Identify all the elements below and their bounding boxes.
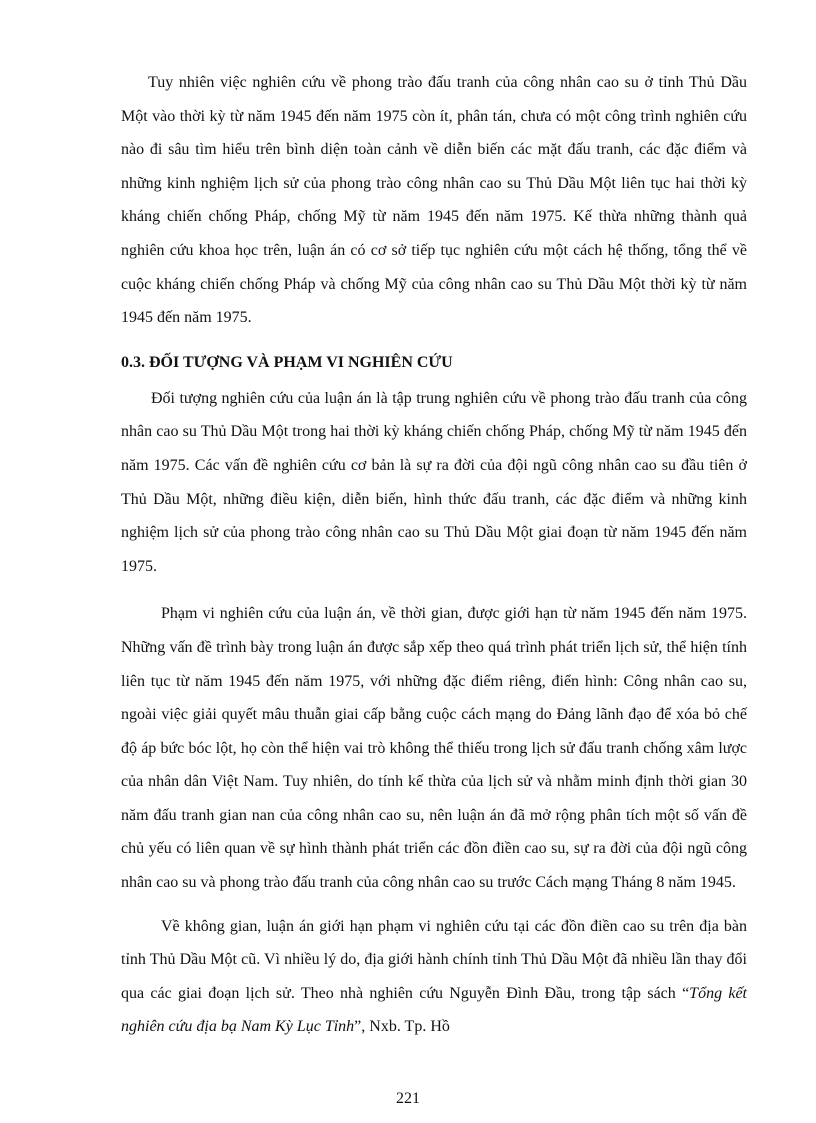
paragraph-space-scope-start: Về không gian, luận án giới hạn phạm vi nghiên cứu tại các đồn điền cao su trên địa bàn tỉnh Thủ Dầu Một cũ. Vì nhiều lý do, địa giới hành chính tỉnh Thủ Dầu Một đã nhiều lần thay đổi qua các giai đoạn lịch sử. Theo nhà nghiên cứu Nguyễn Đình Đầu, trong tập sách “ [121,917,747,1002]
book-title: Tổng kết nghiên cứu địa bạ Nam Kỳ Lục Tỉnh [121,984,748,1036]
paragraph-time-scope: Phạm vi nghiên cứu của luận án, về thời gian, được giới hạn từ năm 1945 đến năm 1975. Những vấn đề trình bày trong luận án được sắp xếp theo quá trình phát triển lịch sử, thể hiện tính liên tục từ năm 1945 đến năm 1975, với những đặc điểm riêng, điển hình: Công nhân cao su, ngoài việc giải quyết mâu thuẫn giai cấp bằng cuộc cách mạng do Đảng lãnh đạo để xóa bỏ chế độ áp bức bóc lột, họ còn thể hiện vai trò không thể thiếu trong lịch sử đấu tranh chống xâm lược của nhân dân Việt Nam. Tuy nhiên, do tính kế thừa của lịch sử và nhằm minh định thời gian 30 năm đấu tranh gian nan của công nhân cao su, nên luận án đã mở rộng phân tích một số vấn đề chủ yếu có liên quan về sự hình thành phát triển các đồn điền cao su, sự ra đời của đội ngũ công nhân cao su và phong trào đấu tranh của công nhân cao su trước Cách mạng Tháng 8 năm 1945. [121,605,747,892]
section-heading: 0.3. ĐỐI TƯỢNG VÀ PHẠM VI NGHIÊN CỨU [121,353,453,371]
paragraph-research-gap: Tuy nhiên việc nghiên cứu về phong trào đấu tranh của công nhân cao su ở tỉnh Thủ Dầu Một vào thời kỳ từ năm 1945 đến năm 1975 còn ít, phân tán, chưa có một công trình nghiên cứu nào đi sâu tìm hiểu trên bình diện toàn cảnh về diễn biến các mặt đấu tranh, các đặc điểm và những kinh nghiệm lịch sử của phong trào công nhân cao su Thủ Dầu Một liên tục hai thời kỳ kháng chiến chống Pháp, chống Mỹ từ năm 1945 đến năm 1975. Kế thừa những thành quả nghiên cứu khoa học trên, luận án có cơ sở tiếp tục nghiên cứu một cách hệ thống, tổng thể về cuộc kháng chiến chống Pháp và chống Mỹ của công nhân cao su Thủ Dầu Một thời kỳ từ năm 1945 đến năm 1975. [121,74,747,327]
paragraph-space-scope-end: ”, Nxb. Tp. Hồ [354,1018,450,1036]
paragraph-space-scope [121,910,747,1044]
paragraph-research-object: Đối tượng nghiên cứu của luận án là tập trung nghiên cứu về phong trào đấu tranh của công nhân cao su Thủ Dầu Một trong hai thời kỳ kháng chiến chống Pháp, chống Mỹ từ năm 1945 đến năm 1975. Các vấn đề nghiên cứu cơ bản là sự ra đời của đội ngũ công nhân cao su đầu tiên ở Thủ Dầu Một, những điều kiện, diễn biến, hình thức đấu tranh, các đặc điểm và những kinh nghiệm lịch sử của phong trào công nhân cao su Thủ Dầu Một giai đoạn từ năm 1945 đến năm 1975. [121,389,747,575]
page-number: 221 [396,1090,420,1107]
